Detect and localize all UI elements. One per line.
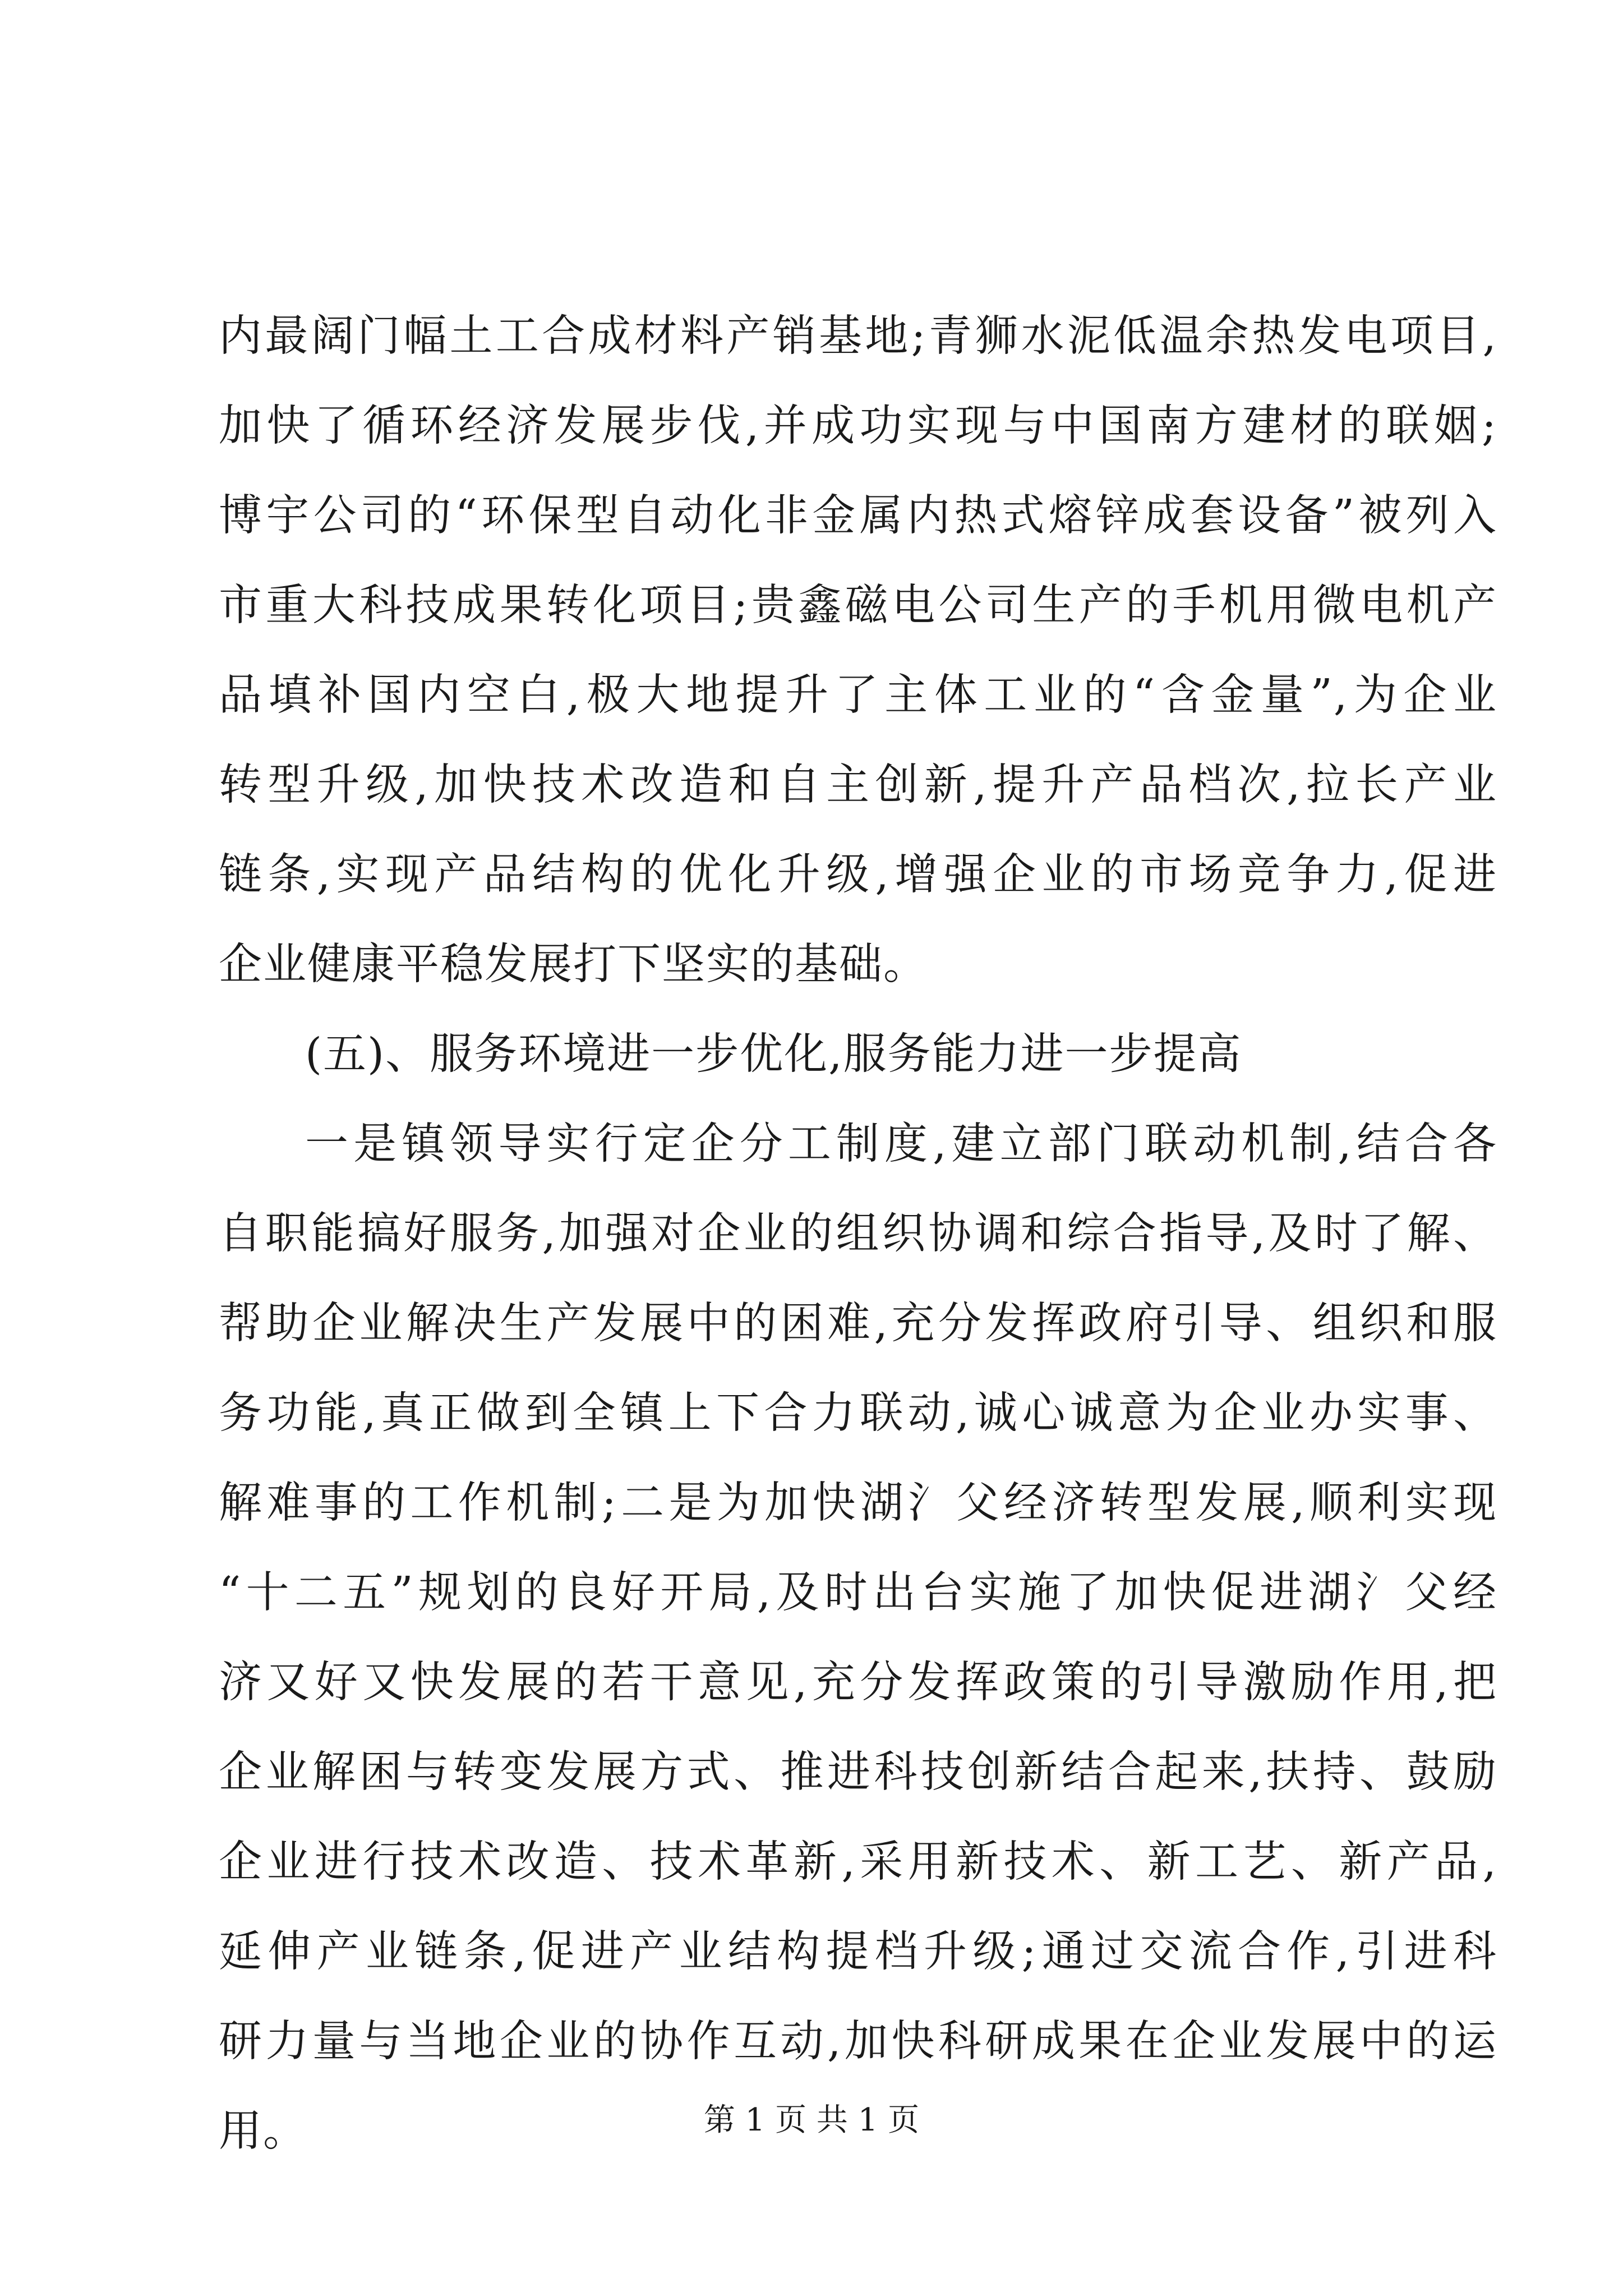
- text-line: 企业进行技术改造、技术革新,采用新技术、新工艺、新产品,: [219, 1837, 1497, 1887]
- text-line: 务功能,真正做到全镇上下合力联动,诚心诚意为企业办实事、: [219, 1388, 1497, 1438]
- text-line: 链条,实现产品结构的优化升级,增强企业的市场竞争力,促进: [219, 850, 1497, 900]
- text-line: 企业解困与转变发展方式、推进科技创新结合起来,扶持、鼓励: [219, 1747, 1497, 1797]
- section-heading: (五)、服务环境进一步优化,服务能力进一步提高: [305, 1029, 1242, 1079]
- text-line: 延伸产业链条,促进产业结构提档升级;通过交流合作,引进科: [219, 1927, 1497, 1977]
- text-line: 一是镇领导实行定企分工制度,建立部门联动机制,结合各: [305, 1119, 1497, 1169]
- text-line: 品填补国内空白,极大地提升了主体工业的“含金量”,为企业: [219, 670, 1497, 720]
- text-line: 企业健康平稳发展打下坚实的基础。: [219, 940, 928, 990]
- text-line: 研力量与当地企业的协作互动,加快科研成果在企业发展中的运: [219, 2017, 1497, 2067]
- text-line: 加快了循环经济发展步伐,并成功实现与中国南方建材的联姻;: [219, 401, 1497, 451]
- paragraph-1: [219, 292, 1497, 1010]
- text-line: 内最阔门幅土工合成材料产销基地;青狮水泥低温余热发电项目,: [219, 311, 1497, 361]
- text-line: 帮助企业解决生产发展中的困难,充分发挥政府引导、组织和服: [219, 1299, 1497, 1349]
- text-line: 自职能搞好服务,加强对企业的组织协调和综合指导,及时了解、: [219, 1209, 1497, 1259]
- text-line: 市重大科技成果转化项目;贵鑫磁电公司生产的手机用微电机产: [219, 581, 1497, 631]
- paragraph-2: [219, 1099, 1497, 2177]
- text-line: 转型升级,加快技术改造和自主创新,提升产品档次,拉长产业: [219, 760, 1497, 810]
- text-line: 解难事的工作机制;二是为加快湖氵父经济转型发展,顺利实现: [219, 1478, 1497, 1528]
- text-line: 济又好又快发展的若干意见,充分发挥政策的引导激励作用,把: [219, 1658, 1497, 1708]
- text-line: 博宇公司的“环保型自动化非金属内热式熔锌成套设备”被列入: [219, 491, 1497, 541]
- text-line: 用。: [219, 2106, 307, 2156]
- document-body: [219, 292, 1497, 2177]
- text-line: “十二五”规划的良好开局,及时出台实施了加快促进湖氵父经: [219, 1568, 1497, 1618]
- page-number-footer: 第 1 页 共 1 页: [703, 2102, 920, 2138]
